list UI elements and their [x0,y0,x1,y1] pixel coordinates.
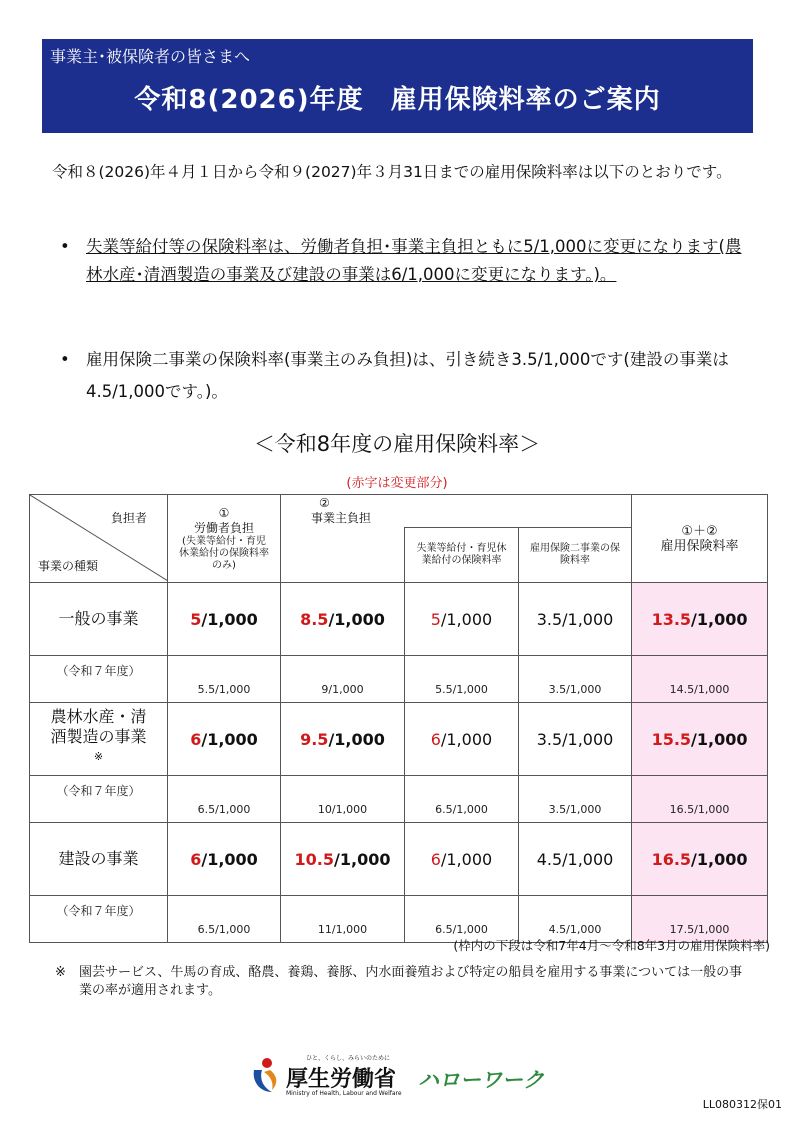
two-projects-rate: 3.5/1,000 [519,583,632,656]
previous-value: 6.5/1,000 [405,776,519,823]
employer-rate-den: /1,000 [334,849,391,869]
col1-label: 労働者負担 [193,520,254,535]
col2-number: ② [319,496,330,510]
table-corner-cell [30,495,168,583]
worker-rate-num: 6 [190,729,202,749]
category-text: 農林水産・清酒製造の事業 [50,706,147,746]
footnote-text: 園芸サービス、牛馬の育成、酪農、養鶏、養豚、内水面養殖および特定の船員を雇用する事業については一般の事業の率が適用されます。 [79,965,743,998]
previous-year-label: （令和７年度） [30,776,168,823]
intro-paragraph: 令和８(2026)年４月１日から令和９(2027)年３月31日までの雇用保険料率は以下のとおりです。 [52,163,732,181]
total-rate-den: /1,000 [691,849,748,869]
employer-rate-num: 8.5 [300,609,329,629]
total-rate-num: 15.5 [651,729,692,749]
table-footnote: (枠内の下段は令和7年4月～令和8年3月の雇用保険料率) [453,938,770,953]
footnote-mark: ※ [55,965,66,980]
table-note: (赤字は変更部分) [346,476,448,491]
employer-rate-num: 10.5 [294,849,335,869]
worker-rate [168,823,281,896]
table-row-previous [30,656,768,703]
bullet-text: 雇用保険二事業の保険料率(事業主のみ負担)は、引き続き3.5/1,000です(建設の事業は4.5/1,000です。)。 [86,350,729,401]
previous-value: 6.5/1,000 [405,896,519,943]
category-cell: 建設の事業 [30,823,168,896]
col2-label: 事業主負担 [311,511,372,525]
previous-value: 11/1,000 [281,896,405,943]
worker-rate-num: 5 [190,609,202,629]
corner-payer-label: 負担者 [110,511,147,525]
employer-rate [281,823,405,896]
total-rate-den: /1,000 [691,729,748,749]
bullet-dot: • [60,237,70,256]
previous-year-label: （令和７年度） [30,656,168,703]
two-projects-rate: 3.5/1,000 [519,703,632,776]
table-row [30,823,768,896]
worker-rate-num: 6 [190,849,202,869]
logo-ministry-name: 厚生労働省 [286,1067,397,1092]
employer-rate-den: /1,000 [328,609,385,629]
previous-value: 3.5/1,000 [519,656,632,703]
unemployment-rate-den: /1,000 [440,849,493,869]
table-row-previous [30,776,768,823]
worker-rate [168,703,281,776]
logo-english-name: Ministry of Health, Labour and Welfare [286,1090,402,1097]
header-total [632,495,768,583]
header-employer [281,495,632,528]
ministry-logo [250,1052,560,1100]
previous-value: 9/1,000 [281,656,405,703]
unemployment-rate [405,703,519,776]
total-rate [632,703,768,776]
previous-value: 14.5/1,000 [632,656,768,703]
bullet-dot: • [60,350,70,369]
previous-value: 5.5/1,000 [405,656,519,703]
rates-table [29,494,768,943]
logo-tagline: ひと、くらし、みらいのために [306,1055,391,1062]
previous-value: 16.5/1,000 [632,776,768,823]
worker-rate-den: /1,000 [201,849,258,869]
previous-value: 6.5/1,000 [168,896,281,943]
unemployment-rate [405,583,519,656]
employer-rate [281,583,405,656]
previous-value: 6.5/1,000 [168,776,281,823]
unemployment-rate-den: /1,000 [440,729,493,749]
category-cell [30,703,168,776]
unemployment-rate-num: 5 [430,609,441,629]
total-rate [632,823,768,896]
employer-rate-num: 9.5 [300,729,329,749]
previous-value: 4.5/1,000 [519,896,632,943]
unemployment-rate-den: /1,000 [440,609,493,629]
col3-number: ①＋② [681,523,718,539]
worker-rate-den: /1,000 [201,729,258,749]
employer-rate-den: /1,000 [328,729,385,749]
header-worker [168,495,281,583]
ministry-emblem-icon [250,1056,280,1096]
bullet-item [60,233,750,289]
bullet-item [60,344,750,408]
worker-rate [168,583,281,656]
total-rate-den: /1,000 [691,609,748,629]
footnote [55,964,755,1000]
employer-rate [281,703,405,776]
category-mark: ※ [93,749,104,763]
previous-value: 17.5/1,000 [632,896,768,943]
unemployment-rate-num: 6 [430,849,441,869]
unemployment-rate [405,823,519,896]
col1-number: ① [218,505,230,520]
page-title: 令和8(2026)年度 雇用保険料率のご案内 [134,85,661,115]
table-row [30,703,768,776]
total-rate [632,583,768,656]
previous-year-label: （令和７年度） [30,896,168,943]
total-rate-num: 16.5 [651,849,692,869]
two-projects-rate: 4.5/1,000 [519,823,632,896]
col1-sublabel: (失業等給付・育児休業給付の保険料率のみ) [179,535,269,571]
previous-value: 5.5/1,000 [168,656,281,703]
header-subtitle: 事業主･被保険者の皆さまへ [50,47,251,66]
corner-business-label: 事業の種類 [38,559,99,573]
previous-value: 3.5/1,000 [519,776,632,823]
document-code: LL080312保01 [702,1098,782,1111]
worker-rate-den: /1,000 [201,609,258,629]
table-row [30,583,768,656]
category-cell: 一般の事業 [30,583,168,656]
header-two-projects: 雇用保険二事業の保険料率 [519,528,632,583]
hellowork-logo: ハローワーク [418,1068,544,1092]
header-employer-spacer [281,528,405,583]
header-banner [42,39,753,133]
col3-label: 雇用保険料率 [660,538,739,554]
unemployment-rate-num: 6 [430,729,441,749]
table-title: ＜令和8年度の雇用保険料率＞ [253,432,541,456]
previous-value: 10/1,000 [281,776,405,823]
total-rate-num: 13.5 [651,609,692,629]
bullet-text: 失業等給付等の保険料率は、労働者負担･事業主負担ともに5/1,000に変更になります(農林水産･清酒製造の事業及び建設の事業は6/1,000に変更になります。)。 [86,237,742,284]
header-unemployment: 失業等給付・育児休業給付の保険料率 [405,528,519,583]
